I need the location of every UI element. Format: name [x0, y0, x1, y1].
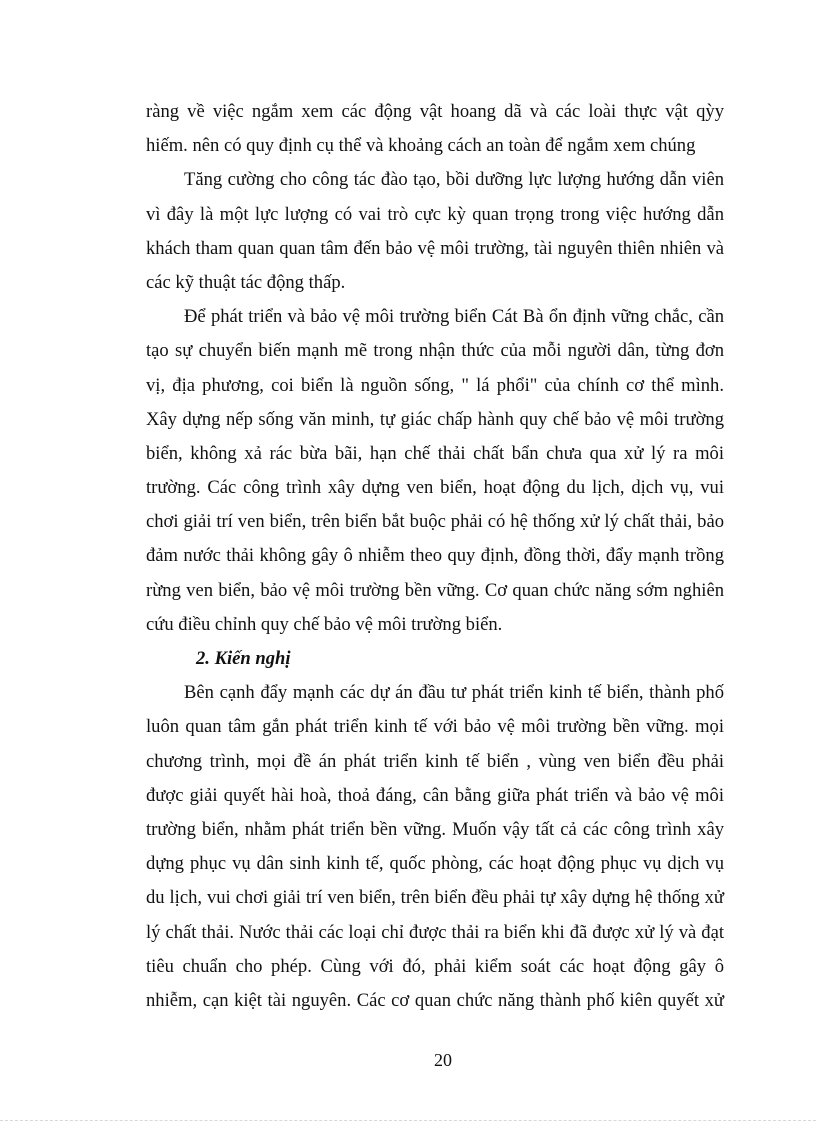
text-line: chương trình, mọi đề án phát triển kinh tế biển , vùng ven biển đều phải — [146, 750, 724, 772]
text-line: tạo sự chuyển biến mạnh mẽ trong nhận thức của mỗi người dân, từng đơn — [146, 340, 724, 362]
text-line: khách tham quan quan tâm đến bảo vệ môi trường, tài nguyên thiên nhiên và — [146, 237, 724, 259]
text-line: các kỹ thuật tác động thấp. — [146, 271, 346, 293]
text-line: rừng ven biển, bảo vệ môi trường bền vững. Cơ quan chức năng sớm nghiên — [146, 579, 724, 601]
text-line: Tăng cường cho công tác đào tạo, bồi dưỡng lực lượng hướng dẫn viên — [184, 169, 724, 191]
page-bottom-divider — [0, 1120, 816, 1122]
text-line: được giải quyết hài hoà, thoả đáng, cân bằng giữa phát triển và bảo vệ môi — [146, 784, 724, 806]
text-line: dựng phục vụ dân sinh kinh tế, quốc phòng, các hoạt động phục vụ dịch vụ — [146, 853, 724, 875]
text-line: trường biển, nhằm phát triển bền vững. Muốn vậy tất cả các công trình xây — [146, 818, 724, 840]
text-line: luôn quan tâm gắn phát triển kinh tế với bảo vệ môi trường bền vững. mọi — [146, 716, 724, 738]
paragraph-recommendations — [146, 676, 724, 1018]
page-number: 20 — [434, 1050, 452, 1070]
text-line: du lịch, vui chơi giải trí ven biển, trên biển đều phải tự xây dựng hệ thống xử — [146, 887, 724, 909]
section-heading-recommendations: 2. Kiến nghị — [196, 648, 291, 669]
text-line: cứu điều chỉnh quy chế bảo vệ môi trường biển. — [146, 613, 503, 635]
text-line: Xây dựng nếp sống văn minh, tự giác chấp hành quy chế bảo vệ môi trường — [146, 408, 724, 430]
text-line: Bên cạnh đẩy mạnh các dự án đầu tư phát triển kinh tế biển, thành phố — [184, 682, 724, 704]
text-line: Để phát triển và bảo vệ môi trường biển Cát Bà ổn định vững chắc, cần — [184, 306, 724, 328]
paragraph-wildlife-viewing — [146, 95, 724, 163]
text-line: biển, không xả rác bừa bãi, hạn chế thải chất bẩn chưa qua xử lý ra môi — [146, 442, 724, 464]
paragraph-guide-training — [146, 163, 724, 300]
text-line: vì đây là một lực lượng có vai trò cực kỳ quan trọng trong việc hướng dẫn — [146, 203, 724, 225]
document-body — [146, 95, 724, 1018]
text-line: trường. Các công trình xây dựng ven biển, hoạt động du lịch, dịch vụ, vui — [146, 477, 724, 499]
text-line: vị, địa phương, coi biển là nguồn sống, " lá phổi" của chính cơ thể mình. — [146, 374, 724, 396]
text-line: lý chất thải. Nước thải các loại chỉ được thải ra biển khi đã được xử lý và đạt — [146, 921, 724, 943]
text-line: đảm nước thải không gây ô nhiễm theo quy định, đồng thời, đẩy mạnh trồng — [146, 545, 724, 567]
paragraph-environment-protection — [146, 300, 724, 642]
text-line: nhiễm, cạn kiệt tài nguyên. Các cơ quan chức năng thành phố kiên quyết xử — [146, 989, 724, 1011]
text-line: tiêu chuẩn cho phép. Cùng với đó, phải kiểm soát các hoạt động gây ô — [146, 955, 724, 977]
text-line: hiếm. nên có quy định cụ thể và khoảng cách an toàn để ngắm xem chúng — [146, 135, 696, 157]
text-line: chơi giải trí ven biển, trên biển bắt buộc phải có hệ thống xử lý chất thải, bảo — [146, 511, 724, 533]
text-line: ràng về việc ngắm xem các động vật hoang dã và các loài thực vật qỳy — [146, 101, 724, 122]
